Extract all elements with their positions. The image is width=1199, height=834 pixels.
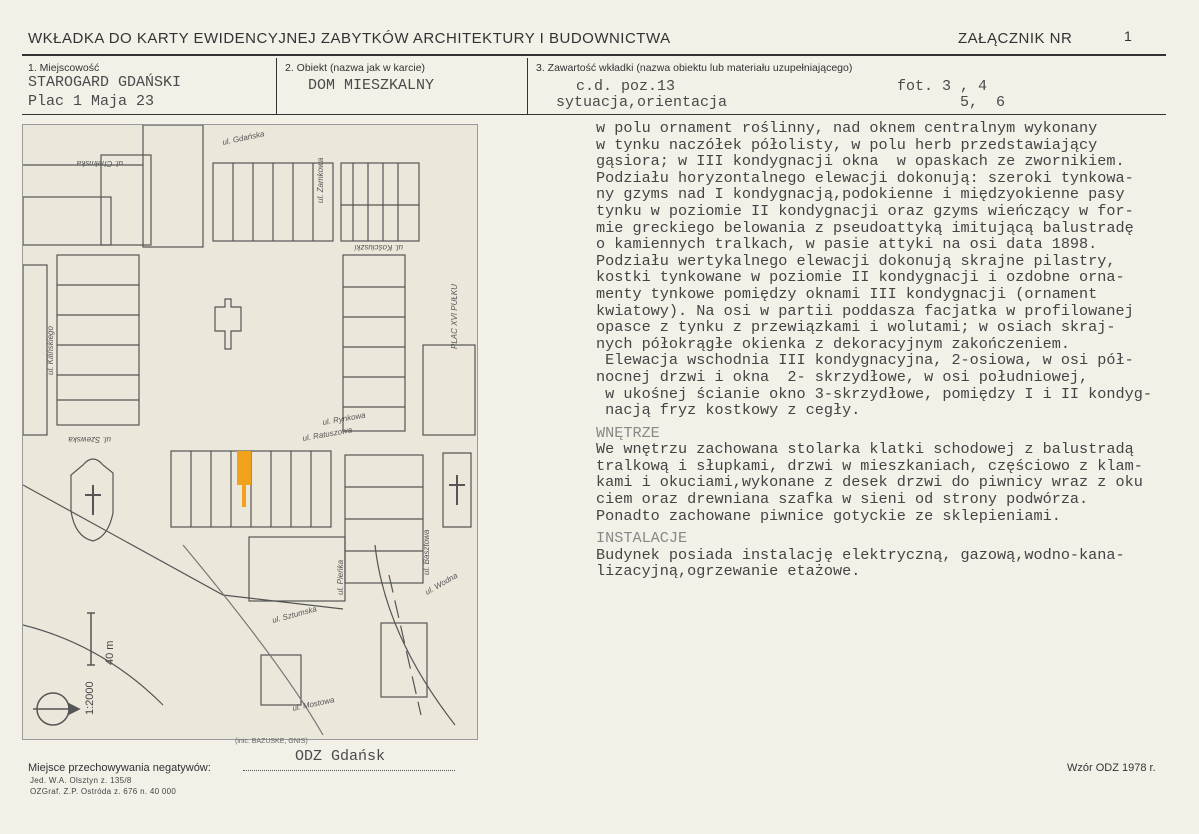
field-divider: [276, 58, 277, 114]
contents-value-1: c.d. poz.13: [576, 78, 676, 95]
building-block: [23, 265, 47, 435]
card-title: WKŁADKA DO KARTY EWIDENCYJNEJ ZABYTKÓW ARCHITEKTURY I BUDOWNICTWA: [28, 30, 671, 47]
header-rule: [22, 54, 1166, 56]
negatives-value: ODZ Gdańsk: [295, 748, 386, 765]
building-block: [261, 655, 301, 705]
negatives-dotted-line: [243, 770, 455, 771]
street-label: ul. Basztowa: [422, 529, 431, 575]
place-value: STAROGARD GDAŃSKI: [28, 74, 182, 91]
installations-heading: INSTALACJE: [596, 529, 688, 548]
highlighted-building-wing: [242, 485, 246, 507]
street-label: ul. Kościuszki: [354, 243, 403, 252]
description-line: ny gzyms nad I kondygnacją,podokienne i międzyokienne pasy: [596, 185, 1125, 204]
section-rule: [22, 114, 1166, 115]
highlighted-building: [237, 451, 251, 485]
building-block: [343, 255, 405, 431]
address-value: Plac 1 Maja 23: [28, 93, 155, 110]
contents-value-2: sytuacja,orientacja: [556, 94, 728, 111]
scale-length: 40 m: [104, 640, 116, 665]
print-info: OZGraf. Z.P. Ostróda z. 676 n. 40 000: [30, 787, 177, 796]
object-label: 2. Obiekt (nazwa jak w karcie): [285, 62, 426, 74]
street-label: ul. Gdańska: [221, 129, 266, 147]
interior-line: kami i okuciami,wykonane z desek drzwi do piwnicy wraz z oku: [596, 473, 1143, 492]
street-label: PLAC XVI PUŁKU: [450, 284, 459, 349]
scale-bar: [87, 613, 95, 665]
object-value: DOM MIESZKALNY: [308, 77, 435, 94]
description-line: Podziału horyzontalnego elewacji dokonują: szeroki tynkowa-: [596, 168, 1134, 187]
street-line: [375, 545, 455, 725]
description-line: nacją fryz kostkowy z cegły.: [596, 401, 861, 420]
place-label: 1. Miejscowość: [28, 62, 100, 74]
site-plan-map: [22, 124, 478, 740]
street-label: ul. Chełmska: [76, 159, 123, 168]
street-label: ul. Kilińskiego: [46, 326, 55, 375]
street-label: ul. Wodna: [423, 570, 460, 597]
building-block: [143, 125, 203, 247]
building-block: [381, 623, 427, 697]
description-line: o kamiennych tralkach, w pasie attyki na osi data 1898.: [596, 235, 1098, 254]
description-line: gąsiora; w III kondygnacji okna w opaskach ze zwornikiem.: [596, 152, 1125, 171]
description-line: kwiatowy). Na osi w partii poddasza facjatka w profilowanej: [596, 301, 1134, 320]
building-block: [249, 537, 345, 601]
description-line: Podziału wertykalnego elewacji dokonują skrajne pilastry,: [596, 251, 1116, 270]
negatives-label: Miejsce przechowywania negatywów:: [28, 762, 211, 774]
building-block: [423, 345, 475, 435]
street-label: ul. Szewska: [68, 435, 111, 444]
form-pattern: Wzór ODZ 1978 r.: [1067, 762, 1156, 774]
description-line: Elewacja wschodnia III kondygnacyjna, 2-osiowa, w osi pół-: [596, 351, 1134, 370]
annex-label: ZAŁĄCZNIK NR: [958, 30, 1073, 47]
interior-line: ciem oraz drewniana szafka w sieni od strony podwórza.: [596, 490, 1089, 509]
interior-heading: WNĘTRZE: [596, 423, 660, 442]
street-label: ul. Pieńka: [336, 559, 345, 595]
description-line: w polu ornament roślinny, nad oknem centralnym wykonany: [596, 119, 1098, 137]
description-line: w ukośnej ścianie okno 3-skrzydłowe, pomiędzy I i II kondyg-: [596, 384, 1152, 403]
map-credit: (inic. BAZUSKE, GNIS): [235, 738, 308, 745]
description-line: menty tynkowe pomiędzy oknami III kondygnacji (ornament: [596, 284, 1098, 303]
description-line: opasce z tynku z przewiązkami i wolutami; w osiach skraj-: [596, 318, 1116, 337]
street-label: ul. Ratuszowa: [301, 425, 353, 443]
description-line: mie greckiego belowania z pseudoattyką imitującą balustradę: [596, 218, 1134, 237]
description-line: w tynku naczółek półolisty, w polu herb przedstawiający: [596, 135, 1098, 154]
building-block: [23, 197, 111, 245]
description-line: nych półokrągłe okienka z dekoracyjnym zakończeniem.: [596, 334, 1070, 353]
installations-line: lizacyjną,ogrzewanie etażowe.: [596, 562, 861, 581]
description-line: kostki tynkowane w poziomie II kondygnacji i ozdobne orna-: [596, 268, 1125, 287]
scale-label: 1:2000: [84, 681, 96, 715]
field-divider: [527, 58, 528, 114]
photo-numbers-1: fot. 3 , 4: [897, 78, 988, 95]
photo-numbers-2: 5, 6: [960, 94, 1006, 111]
description-text: [596, 120, 1196, 580]
installations-line: Budynek posiada instalację elektryczną, gazową,wodno-kana-: [596, 545, 1125, 564]
site-plan-drawing: [23, 125, 477, 739]
street-label: ul. Sztumska: [271, 604, 318, 625]
north-arrow-icon: [33, 693, 79, 725]
street-label: ul. Zamkowa: [316, 157, 325, 203]
description-line: nocnej drzwi i okna 2- skrzydłowe, w osi południowej,: [596, 367, 1089, 386]
print-info: Jed. W.A. Olsztyn z. 135/8: [30, 776, 132, 785]
street-label: ul. Rynkowa: [321, 410, 367, 427]
contents-label: 3. Zawartość wkładki (nazwa obiektu lub materiału uzupełniającego): [536, 62, 853, 74]
interior-line: Ponadto zachowane piwnice gotyckie ze sklepieniami.: [596, 506, 1061, 525]
annex-number: 1: [1124, 28, 1132, 44]
street-label: ul. Mostowa: [291, 695, 336, 713]
interior-line: tralkową i słupkami, drzwi w mieszkaniach, częściowo z klam-: [596, 456, 1143, 475]
town-hall: [215, 299, 241, 349]
description-line: tynku w poziomie II kondygnacji oraz gzyms wieńczący w for-: [596, 201, 1134, 220]
interior-line: We wnętrzu zachowana stolarka klatki schodowej z balustradą: [596, 440, 1134, 459]
